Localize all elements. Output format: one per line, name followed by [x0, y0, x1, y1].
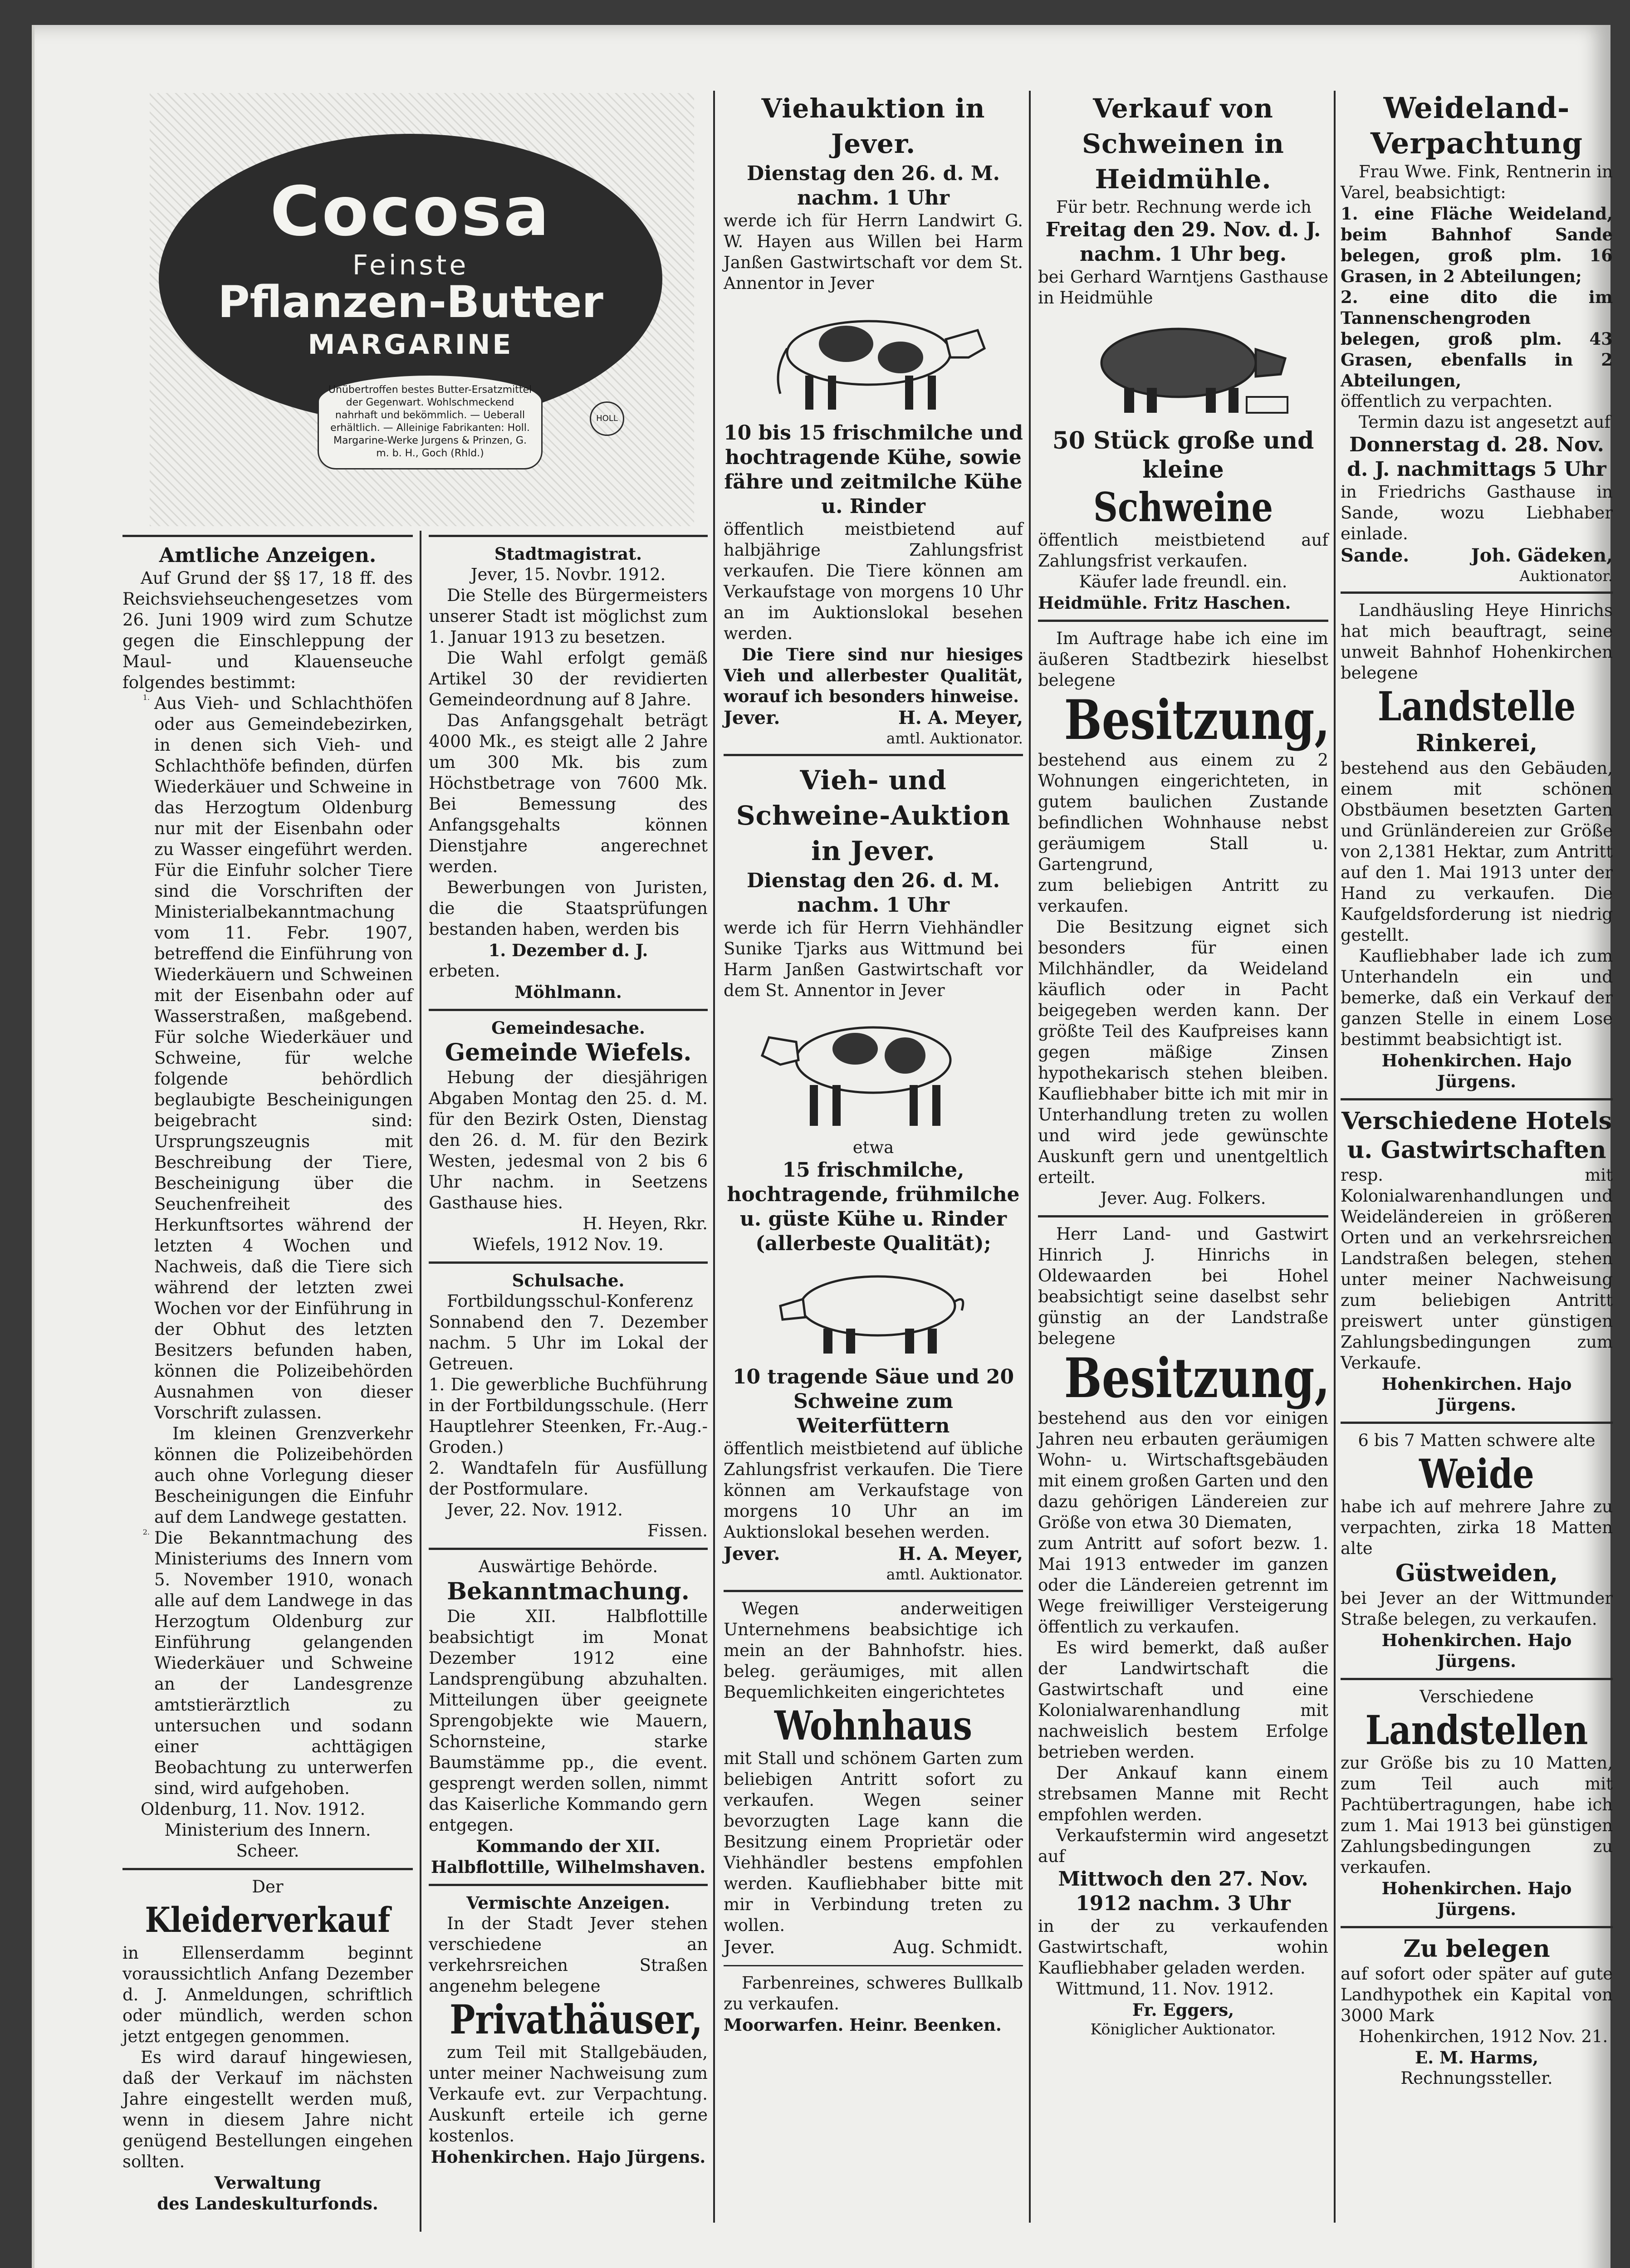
besitzung2-text: bestehend aus den vor einigen Jahren neu erbauten geräumigen Wohn- u. Wirtschaftsgebäuden mit einem großen Garten und den dazu gehörigen Ländereien zur Größe von etwa 30 Diematen,: [1038, 1408, 1328, 1532]
a1-bold: Die Tiere sind nur hiesiges Vieh und allerbester Qualität, worauf ich besonders hinweise.: [724, 645, 1023, 706]
verm-sig: Hohenkirchen. Hajo Jürgens.: [431, 2147, 706, 2167]
belegen-text: auf sofort oder später auf gute Landhypothek ein Kapital von 3000 Mark: [1341, 1964, 1613, 2025]
kv-sig: Verwaltung: [214, 2173, 321, 2193]
column-rule: [1029, 91, 1031, 2223]
belegen-date: Hohenkirchen, 1912 Nov. 21.: [1359, 2027, 1608, 2046]
wohnhaus-signature: Jever. Aug. Schmidt.: [724, 1937, 1023, 1958]
gem-heading: Gemeindesache.: [491, 1018, 645, 1038]
landstellen-title: Landstellen: [1365, 1706, 1588, 1754]
divider: [1038, 1215, 1328, 1217]
besitzung-text: Die Besitzung eignet sich besonders für einen Milchhändler, da Weideland käuflich oder in Pacht beigegeben werden kann. Der größte Teil des Kaufpreises kann gegen mäßige Zinsen hypothekarisch stehen bleiben. Kaufliebhaber bitte ich mit mir in Unterhandlung treten zu wollen und wird jede gewünschte Auskunft gern und unentgeltlich erteilt.: [1038, 917, 1328, 1187]
divider: [1341, 1678, 1613, 1680]
weideland-signature: Sande. Joh. Gädeken,: [1341, 545, 1613, 566]
column-4: [1038, 91, 1328, 2038]
ausw-heading: Auswärtige Behörde.: [478, 1557, 658, 1576]
a2-bold: 10 tragende Säue und 20 Schweine zum Weiterfüttern: [732, 1365, 1014, 1437]
besitzung-text: Im Auftrage habe ich eine im äußeren Stadtbezirk hieselbst belegene: [1038, 629, 1328, 690]
wohnhaus-text: Wegen anderweitigen Unternehmens beabsichtige ich mein an der Bahnhofstr. hies. beleg. geräumiges, mit allen Bequemlichkeiten eingerichtetes: [724, 1599, 1023, 1702]
wohnhaus-title: Wohnhaus: [774, 1702, 972, 1749]
weideland-text: Frau Wwe. Fink, Rentnerin in Varel, beabsichtigt:: [1341, 162, 1613, 202]
ausw-text: Die XII. Halbflottille beabsichtigt im Monat Dezember 1912 eine Landsprengübung abzuhalten. Mitteilungen über geeignete Sprengobjekte wie Mauern, Schornsteine, starke Baumstämme pp., die event. gesprengt werden sollen, nimmt das Kaiserliche Kommando gern entgegen.: [429, 1607, 708, 1835]
schweine-text: Käufer lade freundl. ein.: [1079, 572, 1287, 591]
cocosa-line2: Pflanzen-Butter: [218, 277, 603, 327]
date-line: Oldenburg, 11. Nov. 1912.: [141, 1799, 366, 1819]
divider: [1341, 1098, 1613, 1100]
besitzung2-text: Herr Land- und Gastwirt Hinrich J. Hinrichs in Oldewaarden bei Hohel beabsichtigt seine daselbst sehr günstig an der Landstraße belegene: [1038, 1224, 1328, 1348]
cocosa-infobox: Unübertroffen bestes Butter-Ersatzmittel der Gegenwart. Wohlschmeckend nahrhaft und bekömmlich. — Ueberall erhältlich. — Alleinige Fabrikanten: Holl. Margarine-Werke Jurgens & Prinzen, G. m. b. H., Goch (Rhld.): [318, 374, 543, 469]
weideland-title: Weideland-Verpachtung: [1370, 91, 1583, 161]
heading-amtliche: Amtliche Anzeigen.: [159, 544, 377, 567]
belegen-sig-sub: Rechnungssteller.: [1400, 2068, 1553, 2088]
divider: [429, 1548, 708, 1550]
weide-text: habe ich auf mehrere Jahre zu verpachten, zirka 18 Matten alte: [1341, 1497, 1613, 1558]
item-text: Die Bekanntmachung des Ministeriums des Innern vom 5. November 1910, wonach alle auf dem Landwege in das Herzogtum Oldenburg zur Einführung gelangenden Wiederkäuer und Schweine an der Landesgrenze amtstierärztlich zu untersuchen und sodann einer achttägigen Beobachtung zu unterwerfen sind, wird aufgehoben.: [154, 1528, 413, 1798]
divider: [724, 1590, 1023, 1592]
besitzung-text: zum beliebigen Antritt zu verkaufen.: [1038, 875, 1328, 916]
divider: [724, 754, 1023, 756]
besitzung2-text: zum Antritt auf sofort bezw. 1. Mai 1913 entweder im ganzen oder die Ländereien getrennt im Wege freiwilliger Versteigerung öffentlich zu verkaufen.: [1038, 1534, 1328, 1637]
cow-icon: [755, 1006, 991, 1133]
kv-title: Kleiderverkauf: [145, 1900, 391, 1940]
list-item: 2. Die Bekanntmachung des Ministeriums des Innern vom 5. November 1910, wonach alle auf dem Landwege in das Herzogtum Oldenburg zur Einführung gelangenden Wiederkäuer und Schweine an der Landesgrenze amtstierärztlich zu untersuchen und sodann einer achttägigen Beobachtung zu unterwerfen sind, wird aufgehoben.: [142, 1528, 413, 1798]
stadt-sig: Möhlmann.: [514, 982, 622, 1002]
a1-text: werde ich für Herrn Landwirt G. W. Hayen aus Willen bei Harm Janßen Gastwirtschaft vor dem St. Annentor in Jever: [724, 211, 1023, 293]
hotels-sig: Hohenkirchen. Hajo Jürgens.: [1381, 1374, 1572, 1415]
intro-text: Auf Grund der §§ 17, 18 ff. des Reichsviehseuchengesetzes vom 26. Juni 1909 wird zum Schutze gegen die Einschleppung der Maul- und Klauenseuche folgendes bestimmt:: [122, 568, 413, 692]
verm-text: zum Teil mit Stallgebäuden, unter meiner Nachweisung zum Verkaufe evt. zur Verpachtung. Auskunft erteile ich gerne kostenlos.: [429, 2043, 708, 2146]
hotels-text: resp. mit Kolonialwarenhandlungen und Weideländereien in größeren Orten und an verkehrsreichen Landstraßen belegen, stehen unter meiner Nachweisung zum beliebigen Antritt preiswert unter günstigen Zahlungsbedingungen zum Verkaufe.: [1341, 1165, 1613, 1373]
pig-icon: [1074, 313, 1292, 422]
kv-text: in Ellenserdamm beginnt voraussichtlich Anfang Dezember d. J. Anmeldungen, schriftlich oder mündlich, werden schon jetzt entgegen genommen.: [122, 1943, 413, 2046]
besitzung2-sig: Fr. Eggers,: [1132, 2000, 1234, 2020]
landstelle-title: Landstelle: [1377, 683, 1576, 730]
weide-text: 6 bis 7 Matten schwere alte: [1358, 1431, 1596, 1450]
besitzung-title: Besitzung,: [1064, 688, 1330, 752]
landstelle-sub: Rinkerei,: [1415, 729, 1538, 757]
a1-signature: Jever. H. A. Meyer,: [724, 707, 1023, 728]
schul-text: Fortbildungsschul-Konferenz Sonnabend den 7. Dezember nachm. 5 Uhr im Lokal der Getreuen.: [429, 1291, 708, 1374]
landstellen-sig: Hohenkirchen. Hajo Jürgens.: [1381, 1878, 1572, 1919]
schul-date: Jever, 22. Nov. 1912.: [447, 1500, 623, 1520]
item-text: Aus Vieh- und Schlachthöfen oder aus Gemeindebezirken, in denen sich Vieh- und Schlachthöfe befinden, dürfen Wiederkäuer und Schweine in das Herzogtum Oldenburg nur mit der Eisenbahn oder zu Wasser eingeführt werden. Für die Einfuhr solcher Tiere sind die Vorschriften der Ministerialbekanntmachung vom 11. Febr. 1907, betreffend die Einführung von Wiederkäuern und Schweinen mit der Eisenbahn oder auf Wasserstraßen, maßgebend. Für solche Wiederkäuer und Schweine, für welche folgende behördlich beglaubigte Bescheinigungen beigebracht sind: Ursprungszeugnis mit Beschreibung der Tiere, Bescheinigung über die Seuchenfreiheit des Herkunftsortes während der letzten 4 Wochen und Nachweis, daß die Tiere sich während der letzten zwei Wochen vor der Einführung in der Obhut des letzten Besitzers befunden haben, können die Polizeibehörden Ausnahmen von dieser Vorschrift zulassen.: [154, 694, 413, 1422]
gem-date: Wiefels, 1912 Nov. 19.: [473, 1235, 664, 1254]
pig-icon: [769, 1261, 978, 1360]
weideland-sig-sub: Auktionator.: [1519, 567, 1613, 585]
a2-date: Dienstag den 26. d. M. nachm. 1 Uhr: [747, 869, 1000, 917]
weide-text: bei Jever an der Wittmunder Straße belegen, zu verkaufen.: [1341, 1589, 1613, 1629]
gem-text: Hebung der diesjährigen Abgaben Montag den 25. d. M. für den Bezirk Osten, Dienstag den 26. d. M. für den Bezirk Westen, jedesmal von 2 bis 6 Uhr nachm. in Seetzens Gasthause hies.: [429, 1068, 708, 1212]
weideland-text: öffentlich zu verpachten.: [1341, 391, 1553, 411]
bullkalb-text: Farbenreines, schweres Bullkalb zu verkaufen.: [724, 1973, 1023, 2014]
column-1: [122, 528, 413, 2214]
cocosa-line3: MARGARINE: [308, 329, 514, 361]
besitzung2-text: Der Ankauf kann einem strebsamen Manne mit Recht empfohlen werden.: [1038, 1763, 1328, 1824]
divider: [1038, 620, 1328, 622]
stadt-deadline: 1. Dezember d. J.: [488, 940, 648, 960]
landstelle-text: Kaufliebhaber lade ich zum Unterhandeln ein und bemerke, daß ein Verkauf der ganzen Stelle in einem Lose bestimmt beabsichtigt ist.: [1341, 946, 1613, 1049]
a1-bold: 10 bis 15 frischmilche und hochtragende Kühe, sowie fähre und zeitmilche Kühe u. Rinder: [724, 421, 1023, 518]
besitzung-sig: Jever. Aug. Folkers.: [1100, 1188, 1266, 1208]
stadt-text: Die Wahl erfolgt gemäß Artikel 30 der revidierten Gemeindeordnung auf 8 Jahre.: [429, 648, 708, 709]
kv-sig: des Landeskulturfonds.: [157, 2194, 378, 2214]
stadt-heading: Stadtmagistrat.: [494, 544, 642, 564]
wohnhaus-text: mit Stall und schönem Garten zum beliebigen Antritt sofort zu verkaufen. Wegen seiner bevorzugten Lage kann die Besitzung einem Proprietär oder Viehhändler bestens empfohlen werden. Kaufliebhaber bitte mit mir in Verbindung treten zu wollen.: [724, 1749, 1023, 1935]
divider: [1341, 1926, 1613, 1928]
stadt-text: Bewerbungen von Juristen, die die Staatsprüfungen bestanden haben, werden bis: [429, 878, 708, 939]
cocosa-advertisement: [150, 93, 694, 526]
column-3: [724, 91, 1023, 2035]
gem-title: Gemeinde Wiefels.: [445, 1039, 692, 1066]
schul-sig: Fissen.: [647, 1521, 708, 1540]
a1-title: Viehauktion in Jever.: [761, 93, 985, 159]
stadt-text: erbeten.: [429, 961, 500, 981]
besitzung-text: bestehend aus einem zu 2 Wohnungen eingerichteten, in gutem baulichen Zustande befindlichen Wohnhause nebst geräumigem Stall u. Gartengrund,: [1038, 750, 1328, 874]
schul-heading: Schulsache.: [512, 1271, 625, 1290]
column-rule: [713, 91, 715, 2223]
schul-item: 1. Die gewerbliche Buchführung in der Fortbildungsschule. (Herr Hauptlehrer Steenken, Fr.-Aug.-Groden.): [429, 1375, 708, 1457]
besitzung2-text: Es wird bemerkt, daß außer der Landwirtschaft die Gastwirtschaft und eine Kolonialwarenhandlung mit nachweislich bestem Erfolge betrieben werden.: [1038, 1638, 1328, 1762]
cow-icon: [755, 298, 991, 416]
divider: [429, 1009, 708, 1011]
ausw-title: Bekanntmachung.: [447, 1578, 690, 1605]
belegen-title: Zu belegen: [1403, 1935, 1550, 1963]
landstellen-text: Verschiedene: [1420, 1687, 1534, 1706]
column-5: [1341, 91, 1613, 2089]
divider: [429, 535, 708, 537]
schweine-text: bei Gerhard Warntjens Gasthause in Heidmühle: [1038, 267, 1328, 308]
divider: [1341, 591, 1613, 594]
besitzung2-date: Wittmund, 11. Nov. 1912.: [1056, 1979, 1274, 1999]
landstelle-text: bestehend aus den Gebäuden, einem mit schönen Obstbäumen besetzten Garten und Grünländereien zur Größe von 2,1381 Hektar, zum Antritt auf den 1. Mai 1913 unter der Hand zu verkaufen. Die Kaufgeldsforderung ist niedrig gestellt.: [1341, 758, 1613, 945]
stadt-text: Das Anfangsgehalt beträgt 4000 Mk., es steigt alle 2 Jahre um 300 Mk. bis zum Höchstbetrage von 7600 Mk. Bei Bemessung des Anfangsgehalts können Dienstjahre angerechnet werden.: [429, 711, 708, 876]
divider: [122, 535, 413, 537]
schweine-title: Verkauf von Schweinen in Heidmühle.: [1082, 93, 1284, 195]
schweine-text: öffentlich meistbietend auf Zahlungsfrist verkaufen.: [1038, 530, 1328, 571]
weideland-item: 2. eine dito die im Tannenschengroden belegen, groß plm. 43 Grasen, ebenfalls in 2 Abteilungen,: [1341, 287, 1613, 391]
weide-title: Weide: [1419, 1450, 1534, 1497]
landstelle-text: Landhäusling Heye Hinrichs hat mich beauftragt, seine unweit Bahnhof Hohenkirchen belegene: [1341, 601, 1613, 683]
column-rule: [1334, 91, 1336, 2223]
a1-sig-sub: amtl. Auktionator.: [886, 729, 1023, 747]
stadt-text: Die Stelle des Bürgermeisters unserer Stadt ist möglichst zum 1. Januar 1913 zu besetzen.: [429, 586, 708, 647]
weideland-text: Termin dazu ist angesetzt auf: [1359, 412, 1611, 432]
schweine-date: Freitag den 29. Nov. d. J. nachm. 1 Uhr beg.: [1045, 218, 1321, 266]
bullkalb-sig: Moorwarfen. Heinr. Beenken.: [724, 2015, 1002, 2035]
weideland-date: Donnerstag d. 28. Nov. d. J. nachmittags 5 Uhr: [1347, 433, 1606, 481]
kv-text: Es wird darauf hingewiesen, daß der Verkauf im nächsten Jahre eingestellt werden muß, wenn in diesem Jahre nicht genügend Bestellungen eingehen sollten.: [122, 2048, 413, 2171]
a1-date: Dienstag den 26. d. M. nachm. 1 Uhr: [747, 162, 1000, 210]
verm-title: Privathäuser,: [450, 1996, 703, 2043]
divider: [122, 1868, 413, 1870]
a2-text: öffentlich meistbietend auf übliche Zahlungsfrist verkaufen. Die Tiere können am Verkaufstage von morgens 10 Uhr an im Auktionslokal besehen werden.: [724, 1439, 1023, 1542]
schul-item: 2. Wandtafeln für Ausfüllung der Postformulare.: [429, 1458, 708, 1499]
schweine-sig: Heidmühle. Fritz Haschen.: [1038, 593, 1291, 613]
cocosa-line1: Feinste: [352, 249, 469, 281]
besitzung2-text: in der zu verkaufenden Gastwirtschaft, wohin Kaufliebhaber geladen werden.: [1038, 1916, 1328, 1978]
cocosa-brand: Cocosa: [270, 172, 551, 251]
ministry-line: Ministerium des Innern.: [164, 1820, 371, 1840]
hotels-title: Verschiedene Hotels u. Gastwirtschaften: [1341, 1107, 1612, 1164]
column-2: [429, 528, 708, 2167]
besitzung2-date: Mittwoch den 27. Nov. 1912 nachm. 3 Uhr: [1058, 1867, 1308, 1915]
besitzung2-title: Besitzung,: [1064, 1346, 1330, 1410]
schweine-text: Für betr. Rechnung werde ich: [1056, 197, 1312, 217]
weide-title2: Güstweiden,: [1395, 1559, 1558, 1587]
weide-sig: Hohenkirchen. Hajo Jürgens.: [1381, 1630, 1572, 1671]
verm-text: In der Stadt Jever stehen verschiedene an verkehrsreichen Straßen angenehm belegene: [429, 1914, 708, 1996]
item-text: Im kleinen Grenzverkehr können die Polizeibehörden auch ohne Vorlegung dieser Bescheinigungen die Einfuhr auf dem Landwege gestatten.: [154, 1424, 413, 1527]
signer-line: Scheer.: [236, 1841, 299, 1861]
a2-sig-sub: amtl. Auktionator.: [886, 1565, 1023, 1583]
page-edge-left: [32, 25, 34, 2268]
a2-bold: 15 frischmilche, hochtragende, frühmilche u. güste Kühe u. Rinder (allerbeste Qualität);: [727, 1158, 1020, 1255]
divider: [724, 1965, 1023, 1966]
weideland-text: in Friedrichs Gasthause in Sande, wozu Liebhaber einlade.: [1341, 482, 1613, 543]
a2-title: Vieh- und Schweine-Auktion in Jever.: [736, 765, 1011, 866]
stadt-date: Jever, 15. Novbr. 1912.: [470, 565, 666, 584]
belegen-sig: E. M. Harms,: [1415, 2048, 1538, 2068]
a2-signature: Jever. H. A. Meyer,: [724, 1543, 1023, 1564]
cocosa-seal-icon: HOLL: [590, 401, 624, 436]
besitzung2-text: Verkaufstermin wird angesetzt auf: [1038, 1826, 1328, 1866]
kv-der: Der: [252, 1877, 284, 1897]
divider: [1341, 1422, 1613, 1424]
schweine-bold: 50 Stück große und kleine: [1052, 427, 1314, 484]
divider: [429, 1261, 708, 1264]
schweine-big: Schweine: [1093, 484, 1273, 531]
weideland-item: 1. eine Fläche Weideland, beim Bahnhof Sande belegen, groß plm. 16 Grasen, in 2 Abteilungen;: [1341, 204, 1613, 286]
gem-sig: H. Heyen, Rkr.: [582, 1214, 708, 1233]
landstellen-text: zur Größe bis zu 10 Matten, zum Teil auch mit Pachtübertragungen, habe ich zum 1. Mai 1913 bei günstigen Zahlungsbedingungen zu verkaufen.: [1341, 1753, 1613, 1877]
a1-text: öffentlich meistbietend auf halbjährige Zahlungsfrist verkaufen. Die Tiere können am Verkaufstage von morgens 10 Uhr an im Auktionslokal besehen werden.: [724, 519, 1023, 643]
list-item: 1. Aus Vieh- und Schlachthöfen oder aus Gemeindebezirken, in denen sich Vieh- und Schlachthöfe befinden, dürfen Wiederkäuer und Schweine in das Herzogtum Oldenburg nur mit der Eisenbahn oder zu Wasser eingeführt werden. Für die Einfuhr solcher Tiere sind die Vorschriften der Ministerialbekanntmachung vom 11. Febr. 1907, betreffend die Einführung von Wiederkäuern und Schweinen mit der Eisenbahn oder auf Wasserstraßen, maßgebend. Für solche Wiederkäuer und Schweine, für welche folgende behördlich beglaubigte Bescheinigungen beigebracht sind: Ursprungszeugnis mit Beschreibung der Tiere, Bescheinigung über die Seuchenfreiheit des Herkunftsortes während der letzten 4 Wochen und Nachweis, daß die Tiere sich während der letzten zwei Wochen vor der Einführung in der Obhut des letzten Besitzers befunden haben, können die Polizeibehörden Ausnahmen von dieser Vorschrift zulassen. Im kleinen Grenzverkehr können die Polizeibehörden auch ohne Vorlegung dieser Bescheinigungen die Einfuhr auf dem Landwege gestatten.: [142, 693, 413, 1527]
column-rule: [420, 531, 421, 2232]
verm-heading: Vermischte Anzeigen.: [466, 1893, 670, 1913]
besitzung2-sig-sub: Königlicher Auktionator.: [1090, 2020, 1276, 2038]
ausw-sig: Kommando der XII. Halbflottille, Wilhelmshaven.: [431, 1836, 706, 1877]
a2-text: werde ich für Herrn Viehhändler Sunike Tjarks aus Wittmund bei Harm Janßen Gastwirtschaft vor dem St. Annentor in Jever: [724, 918, 1023, 1000]
landstelle-sig: Hohenkirchen. Hajo Jürgens.: [1381, 1051, 1572, 1091]
a2-etwa: etwa: [852, 1138, 894, 1157]
divider: [429, 1884, 708, 1886]
